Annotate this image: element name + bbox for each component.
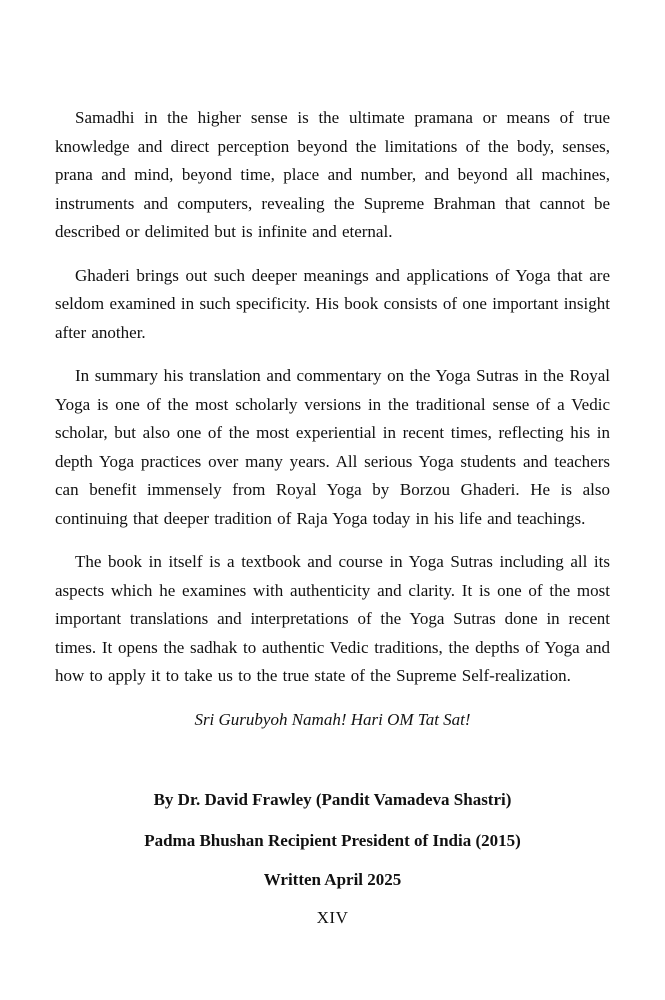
author-credential: Padma Bhushan Recipient President of India (2015) <box>144 831 521 850</box>
author-byline: By Dr. David Frawley (Pandit Vamadeva Shastri) <box>153 790 512 809</box>
page-number: XIV <box>316 908 349 927</box>
paragraph-ghaderi: Ghaderi brings out such deeper meanings and applications of Yoga that are seldom examined in such specificity. His book consists of one important insight after another. <box>55 265 610 342</box>
paragraph-textbook: The book in itself is a textbook and course in Yoga Sutras including all its aspects which he examines with authenticity and clarity. It is one of the most important translations and interpretations of the Yoga Sutras done in recent times. It opens the sadhak to authentic Vedic traditions, the depths of Yoga and how to apply it to take us to the true state of the Supreme Self-realization. <box>55 552 610 685</box>
paragraph-samadhi: Samadhi in the higher sense is the ultimate pramana or means of true knowledge and direct perception beyond the limitations of the body, senses, prana and mind, beyond time, place and number, and beyond all machines, instruments and computers, revealing the Supreme Brahman that cannot be described or delimited but is infinite and eternal. <box>55 108 610 241</box>
paragraph-summary: In summary his translation and commentary on the Yoga Sutras in the Royal Yoga is one of the most scholarly versions in the traditional sense of a Vedic scholar, but also one of the most experiential in recent times, reflecting his in depth Yoga practices over many years. All serious Yoga students and teachers can benefit immensely from Royal Yoga by Borzou Ghaderi. He is also continuing that deeper tradition of Raja Yoga today in his life and teachings. <box>55 366 610 528</box>
mantra-line: Sri Gurubyoh Namah! Hari OM Tat Sat! <box>194 709 471 729</box>
written-date: Written April 2025 <box>263 870 402 889</box>
